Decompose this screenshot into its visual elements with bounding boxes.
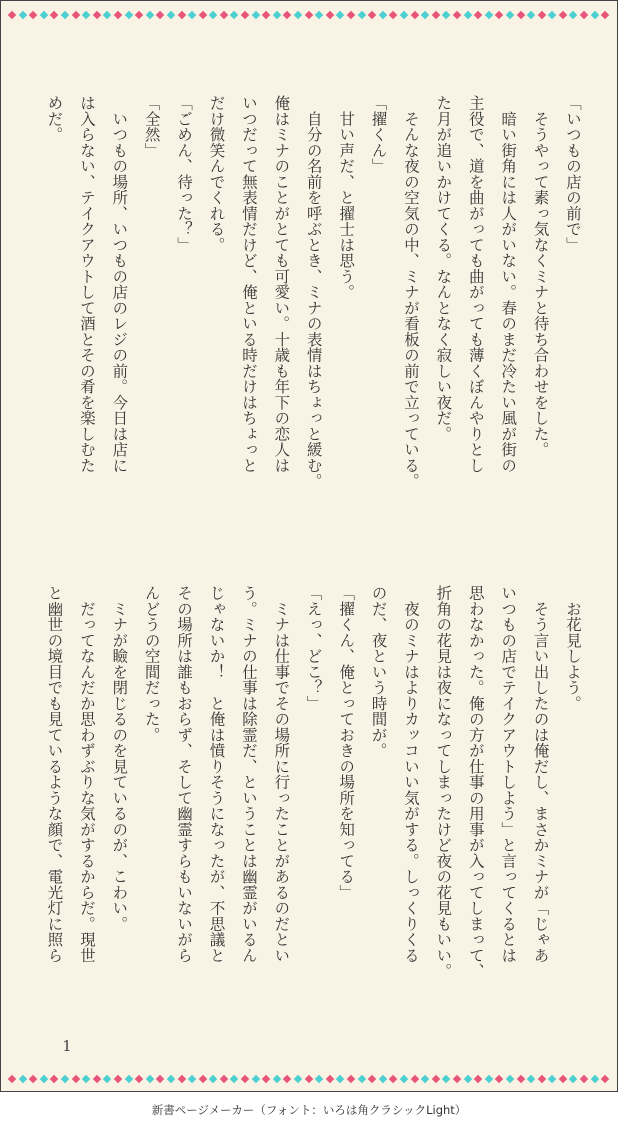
diamond-ornament	[230, 11, 238, 19]
diamond-ornament	[241, 1075, 249, 1083]
diamond-ornament	[304, 11, 312, 19]
diamond-ornament	[410, 11, 418, 19]
diamond-ornament	[421, 1075, 429, 1083]
diamond-ornament	[40, 1075, 48, 1083]
diamond-ornament	[167, 1075, 175, 1083]
diamond-ornament	[124, 11, 132, 19]
diamond-ornament	[315, 11, 323, 19]
diamond-ornament	[463, 11, 471, 19]
diamond-ornament	[145, 1075, 153, 1083]
diamond-ornament	[198, 1075, 206, 1083]
diamond-ornament	[71, 11, 79, 19]
diamond-ornament	[188, 11, 196, 19]
diamond-ornament	[569, 1075, 577, 1083]
diamond-ornament	[294, 1075, 302, 1083]
diamond-ornament	[516, 1075, 524, 1083]
diamond-ornament	[93, 11, 101, 19]
diamond-ornament	[8, 11, 16, 19]
diamond-ornament	[283, 11, 291, 19]
diamond-ornament	[220, 1075, 228, 1083]
diamond-ornament	[273, 11, 281, 19]
diamond-ornament	[527, 1075, 535, 1083]
diamond-ornament	[474, 1075, 482, 1083]
diamond-ornament	[347, 1075, 355, 1083]
diamond-ornament	[537, 11, 545, 19]
diamond-ornament	[61, 1075, 69, 1083]
diamond-ornament	[453, 1075, 461, 1083]
diamond-ornament	[474, 11, 482, 19]
diamond-ornament	[453, 11, 461, 19]
diamond-ornament	[209, 11, 217, 19]
diamond-ornament	[580, 11, 588, 19]
diamond-ornament	[336, 11, 344, 19]
diamond-ornament	[93, 1075, 101, 1083]
diamond-ornament	[590, 11, 598, 19]
diamond-ornament	[357, 1075, 365, 1083]
diamond-ornament	[177, 1075, 185, 1083]
diamond-ornament	[368, 1075, 376, 1083]
diamond-ornament	[177, 11, 185, 19]
diamond-ornament	[124, 1075, 132, 1083]
diamond-ornament	[156, 11, 164, 19]
diamond-ornament	[167, 11, 175, 19]
diamond-ornament	[262, 1075, 270, 1083]
diamond-ornament	[484, 1075, 492, 1083]
diamond-ornament	[50, 1075, 58, 1083]
diamond-ornament	[516, 11, 524, 19]
diamond-ornament	[432, 11, 440, 19]
diamond-ornament	[230, 1075, 238, 1083]
diamond-ornament	[29, 11, 37, 19]
diamond-ornament	[241, 11, 249, 19]
diamond-ornament	[135, 1075, 143, 1083]
diamond-ornament	[251, 1075, 259, 1083]
diamond-ornament	[410, 1075, 418, 1083]
diamond-ornament	[389, 1075, 397, 1083]
diamond-ornament	[135, 11, 143, 19]
page-caption: 新書ページメーカー（フォント：いろは角クラシックLight）	[151, 1103, 467, 1117]
diamond-ornament	[262, 11, 270, 19]
lower-text-block: お花見しよう。 そう言い出したのは俺だし、まさかミナが「じゃあ いつもの店でテイクアウトしよう」と言ってくるとは 思わなかった。俺の方が仕事の用事が入ってしまって、 折角の花見は夜になってしまったけど夜の花見もいい。 夜のミナはよりカッコいい気がする。しっくりくる のだ、夜という時間が。 「擢くん、俺とっておきの場所を知ってる」 「えっ、どこ？」 ミナは仕事でその場所に行ったことがあるのだとい う。ミナの仕事は除霊だ、ということは幽霊がいるん じゃないか！ と俺は憤りそうになったが、不思議と その場所は誰もおらず、そして幽霊すらもいないがら んどうの空間だった。 ミナが瞼を閉じるのを見ているのが、こわい。 だってなんだか思わずぶりな気がするからだ。現世 と幽世の境目でも見ているような顔で、電光灯に照ら	[45, 585, 582, 979]
diamond-ornament	[188, 1075, 196, 1083]
diamond-ornament	[103, 1075, 111, 1083]
diamond-ornament	[559, 1075, 567, 1083]
diamond-ornament	[82, 11, 90, 19]
diamond-ornament	[61, 11, 69, 19]
diamond-ornament	[559, 11, 567, 19]
diamond-ornament	[304, 1075, 312, 1083]
diamond-ornament	[336, 1075, 344, 1083]
diamond-ornament	[82, 1075, 90, 1083]
diamond-ornament	[484, 11, 492, 19]
diamond-ornament	[495, 1075, 503, 1083]
diamond-ornament	[442, 1075, 450, 1083]
diamond-ornament	[114, 1075, 122, 1083]
diamond-ornament	[432, 1075, 440, 1083]
diamond-ornament	[495, 11, 503, 19]
diamond-ornament	[220, 11, 228, 19]
diamond-ornament	[379, 1075, 387, 1083]
top-diamond-border	[9, 10, 609, 20]
diamond-ornament	[294, 11, 302, 19]
diamond-ornament	[326, 11, 334, 19]
diamond-ornament	[198, 11, 206, 19]
diamond-ornament	[103, 11, 111, 19]
diamond-ornament	[580, 1075, 588, 1083]
diamond-ornament	[357, 11, 365, 19]
diamond-ornament	[29, 1075, 37, 1083]
diamond-ornament	[209, 1075, 217, 1083]
diamond-ornament	[590, 1075, 598, 1083]
diamond-ornament	[315, 1075, 323, 1083]
diamond-ornament	[114, 11, 122, 19]
diamond-ornament	[421, 11, 429, 19]
upper-text-block: 「いつもの店の前で」 そうやって素っ気なくミナと待ち合わせをした。 暗い街角には人がいない。春のまだ冷たい風が街の 主役で、道を曲がっても曲がっても薄くぼんやりとし た月が追いかけてくる。なんとなく寂しい夜だ。 そんな夜の空気の中、ミナが看板の前で立っている。 「擢くん」 甘い声だ、と擢士は思う。 自分の名前を呼ぶとき、ミナの表情はちょっと緩む。 俺はミナのことがとても可愛い。十歳も年下の恋人は いつだって無表情だけど、俺といる時だけはちょっと だけ微笑んでくれる。 「ごめん、待った？」 「全然」 いつもの場所、いつもの店のレジの前。今日は店に は入らない、テイクアウトして酒とその肴を楽しむた めだ。	[45, 95, 582, 489]
diamond-ornament	[273, 1075, 281, 1083]
diamond-ornament	[379, 11, 387, 19]
diamond-ornament	[71, 1075, 79, 1083]
diamond-ornament	[251, 11, 259, 19]
diamond-ornament	[463, 1075, 471, 1083]
diamond-ornament	[601, 11, 609, 19]
diamond-ornament	[18, 1075, 26, 1083]
diamond-ornament	[283, 1075, 291, 1083]
diamond-ornament	[400, 11, 408, 19]
diamond-ornament	[400, 1075, 408, 1083]
diamond-ornament	[601, 1075, 609, 1083]
page-number: 1	[62, 1037, 72, 1055]
diamond-ornament	[548, 11, 556, 19]
diamond-ornament	[50, 11, 58, 19]
diamond-ornament	[506, 1075, 514, 1083]
diamond-ornament	[389, 11, 397, 19]
diamond-ornament	[527, 11, 535, 19]
diamond-ornament	[537, 1075, 545, 1083]
bottom-diamond-border	[9, 1074, 609, 1084]
diamond-ornament	[442, 11, 450, 19]
diamond-ornament	[8, 1075, 16, 1083]
diamond-ornament	[368, 11, 376, 19]
diamond-ornament	[18, 11, 26, 19]
diamond-ornament	[548, 1075, 556, 1083]
diamond-ornament	[156, 1075, 164, 1083]
diamond-ornament	[326, 1075, 334, 1083]
diamond-ornament	[347, 11, 355, 19]
diamond-ornament	[145, 11, 153, 19]
diamond-ornament	[40, 11, 48, 19]
diamond-ornament	[506, 11, 514, 19]
diamond-ornament	[569, 11, 577, 19]
